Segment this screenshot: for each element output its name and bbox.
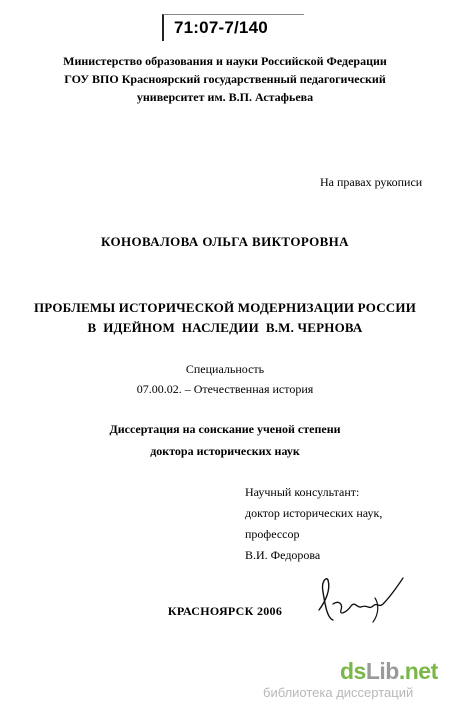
title-line-1: ПРОБЛЕМЫ ИСТОРИЧЕСКОЙ МОДЕРНИЗАЦИИ РОССИИ (33, 300, 417, 315)
dslib-watermark-subtitle: библиотека диссертаций (263, 685, 414, 700)
consultant-block (245, 482, 382, 566)
consultant-label: Научный консультант: (245, 485, 360, 499)
city-year: КРАСНОЯРСК 2006 (167, 604, 283, 618)
title-line-2: В ИДЕЙНОМ НАСЛЕДИИ В.М. ЧЕРНОВА (87, 320, 363, 335)
dissertation-title (0, 298, 450, 338)
logo-lib: Lib (365, 658, 399, 684)
stamp-code: 71:07-7/140 (174, 18, 268, 37)
consultant-rank: профессор (245, 527, 300, 541)
degree-line-2: доктора исторических наук (150, 444, 300, 458)
institution-header (0, 52, 450, 106)
degree-line-1: Диссертация на соискание ученой степени (109, 422, 341, 436)
university-line-1: ГОУ ВПО Красноярский государственный педагогический (64, 72, 386, 86)
specialty-block (0, 359, 450, 399)
consultant-degree: доктор исторических наук, (245, 506, 383, 520)
specialty-value: 07.00.02. – Отечественная история (136, 382, 314, 396)
library-stamp (162, 14, 304, 41)
consultant-name: В.И. Федорова (245, 548, 321, 562)
logo-net: .net (398, 658, 438, 684)
author-name: КОНОВАЛОВА ОЛЬГА ВИКТОРОВНА (101, 234, 349, 249)
ministry-line: Министерство образования и науки Российской Федерации (63, 54, 387, 68)
manuscript-rights-note: На правах рукописи (320, 175, 423, 189)
university-line-2: университет им. В.П. Астафьева (136, 90, 314, 104)
degree-block (0, 418, 450, 462)
logo-ds: ds (340, 658, 366, 684)
dslib-watermark-logo[interactable] (340, 658, 438, 685)
specialty-label: Специальность (185, 362, 265, 376)
